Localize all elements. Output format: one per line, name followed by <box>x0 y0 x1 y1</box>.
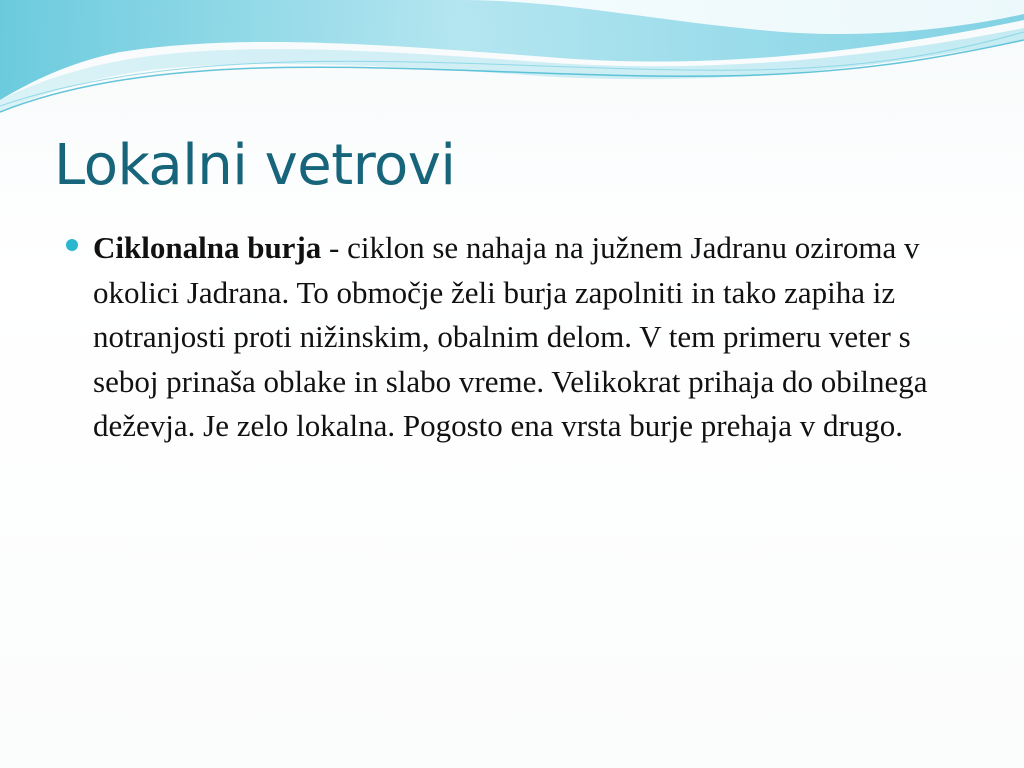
bullet-list <box>60 226 970 449</box>
bullet-text: ciklon se nahaja na južnem Jadranu oziroma v okolici Jadrana. To območje želi burja zapolniti in tako zapiha iz notranjosti proti nižinskim, obalnim delom. V tem primeru veter s seboj prinaša oblake in slabo vreme. Velikokrat prihaja do obilnega deževja. Je zelo lokalna. Pogosto ena vrsta burje prehaja v drugo. <box>93 230 928 443</box>
slide-title: Lokalni vetrovi <box>54 133 456 198</box>
bullet-icon <box>66 239 78 251</box>
bullet-separator: - <box>321 230 348 265</box>
bullet-item <box>60 226 970 449</box>
bullet-term: Ciklonalna burja <box>93 230 322 265</box>
wave-decoration <box>0 0 1024 120</box>
